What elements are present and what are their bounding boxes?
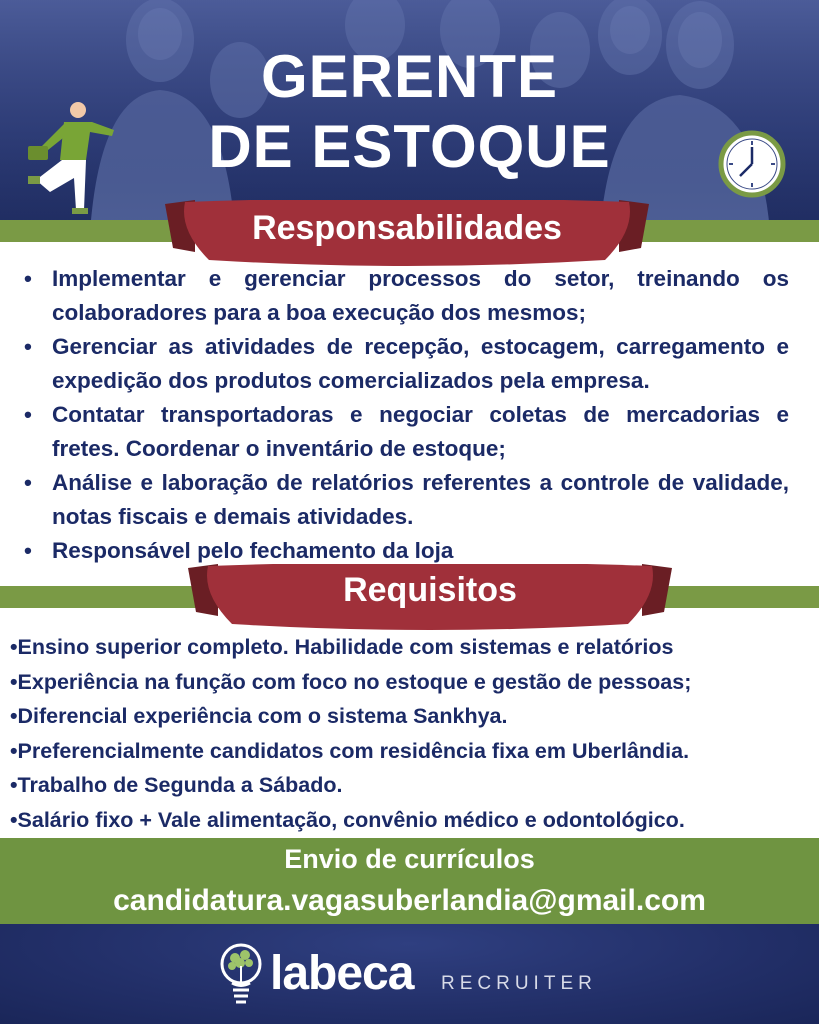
list-item <box>24 262 789 330</box>
job-title-line2: DE ESTOQUE <box>208 113 611 180</box>
list-item-text: Contatar transportadoras e negociar coletas de mercadorias e fretes. Coordenar o inventário de estoque; <box>52 402 789 461</box>
section-ribbon-requisitos <box>188 564 672 632</box>
contact-label: Envio de currículos <box>284 844 535 874</box>
list-item-text: Análise e laboração de relatórios referentes a controle de validade, notas fiscais e demais atividades. <box>52 470 789 529</box>
list-item: •Experiência na função com foco no estoque e gestão de pessoas; <box>10 669 692 694</box>
bullet: • <box>24 402 32 427</box>
section-heading: Responsabilidades <box>252 209 562 247</box>
list-item: •Salário fixo + Vale alimentação, convênio médico e odontológico. <box>10 807 685 832</box>
lightbulb-tree-logo-icon <box>218 940 264 1012</box>
bullet: • <box>24 334 32 359</box>
list-item-text: Gerenciar as atividades de recepção, estocagem, carregamento e expedição dos produtos comercializados pela empresa. <box>52 334 789 393</box>
requirements-list <box>0 630 819 837</box>
bullet: • <box>24 538 32 563</box>
header-banner <box>0 0 819 232</box>
list-item <box>24 398 789 466</box>
clock-icon <box>718 130 786 198</box>
contact-banner <box>0 838 819 924</box>
list-item: •Trabalho de Segunda a Sábado. <box>10 773 343 797</box>
footer <box>0 924 819 1024</box>
brand-logo-subtitle: RECRUITER <box>441 973 597 994</box>
bullet: • <box>24 470 32 495</box>
list-item <box>24 330 789 398</box>
job-title-line1: GERENTE <box>260 43 559 110</box>
section-ribbon-responsabilidades <box>165 200 649 268</box>
contact-email[interactable]: candidatura.vagasuberlandia@gmail.com <box>113 884 706 917</box>
list-item <box>24 534 789 568</box>
list-item <box>24 466 789 534</box>
responsibilities-list <box>0 262 819 568</box>
bullet: • <box>24 266 32 291</box>
list-item: •Ensino superior completo. Habilidade com sistemas e relatórios <box>10 635 674 659</box>
list-item: •Diferencial experiência com o sistema Sankhya. <box>10 704 508 728</box>
list-item-text: Responsável pelo fechamento da loja <box>52 538 454 563</box>
brand-logo-text: labeca <box>270 947 414 1000</box>
list-item: •Preferencialmente candidatos com residência fixa em Uberlândia. <box>10 738 690 763</box>
section-heading: Requisitos <box>343 571 517 609</box>
list-item-text: Implementar e gerenciar processos do setor, treinando os colaboradores para a boa execução dos mesmos; <box>52 266 789 325</box>
